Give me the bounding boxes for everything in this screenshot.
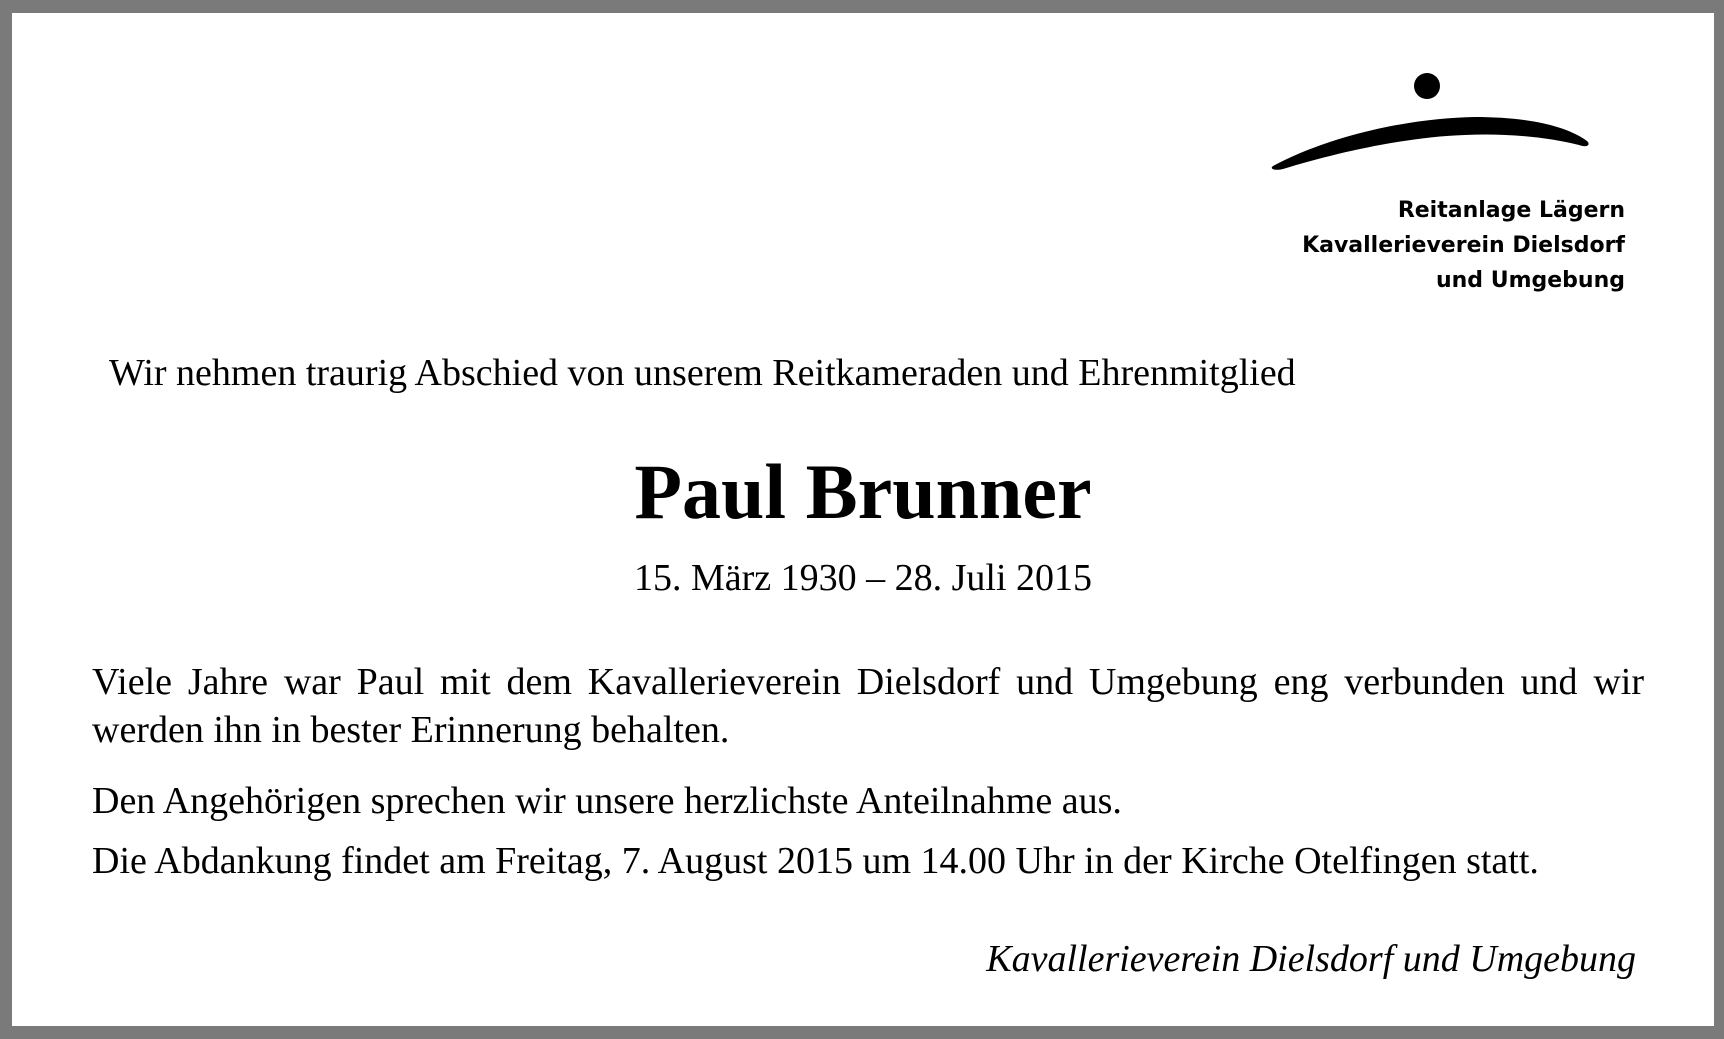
organization-line: Reitanlage Lägern	[1397, 198, 1625, 223]
intro-text: Wir nehmen traurig Abschied von unserem Reitkameraden und Ehrenmitglied	[109, 352, 1296, 394]
deceased-name: Paul Brunner	[634, 448, 1092, 535]
organization-name	[1225, 193, 1625, 298]
organization-line: und Umgebung	[1435, 268, 1625, 293]
life-dates: 15. März 1930 – 28. Juli 2015	[633, 557, 1093, 599]
obituary-notice	[12, 13, 1714, 1026]
paragraph-funeral-info: Die Abdankung findet am Freitag, 7. August 2015 um 14.00 Uhr in der Kirche Otelfingen statt.	[92, 840, 1539, 882]
rider-arc-logo-icon	[1265, 73, 1625, 183]
signature: Kavallerieverein Dielsdorf und Umgebung	[986, 938, 1636, 980]
paragraph-memory: Viele Jahre war Paul mit dem Kavallerieverein Dielsdorf und Umgebung eng verbunden und wir werden ihn in bester Erinnerung behalten.	[92, 661, 1644, 751]
paragraph-condolence: Den Angehörigen sprechen wir unsere herzlichste Anteilnahme aus.	[92, 780, 1122, 822]
organization-line: Kavallerieverein Dielsdorf	[1302, 233, 1625, 258]
header-logo-block	[1225, 73, 1625, 298]
